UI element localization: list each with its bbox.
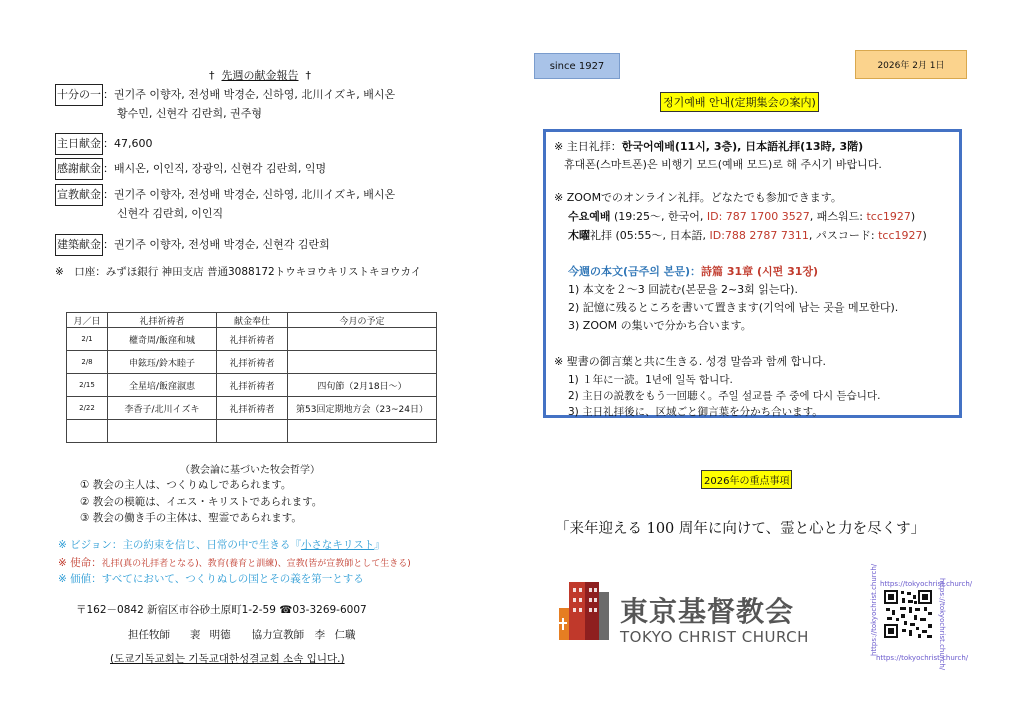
church-building-logo-icon xyxy=(555,578,611,640)
word-life-item: 3) 主日礼拝後に、区域ごと御言葉を分かち合います。 xyxy=(568,406,823,418)
cell-plan xyxy=(288,420,437,443)
vision-label: ※ ビジョン： xyxy=(58,539,123,551)
cell-leader: 申鉉珏/鈴木睦子 xyxy=(108,351,217,374)
philosophy-item: ③ 教会の働き手の主体は、聖霊であられます。 xyxy=(80,512,302,524)
cell-plan xyxy=(288,328,437,351)
thursday-label: 木曜 xyxy=(568,229,590,242)
column-header: 月／日 xyxy=(67,313,108,328)
thursday-password: tcc1927 xyxy=(878,229,923,242)
wednesday-info: (19:25～, 한국어, xyxy=(610,210,707,223)
column-header: 献金奉仕 xyxy=(217,313,288,328)
philosophy-title: （教会論に基づいた牧会哲学） xyxy=(180,465,320,476)
schedule-table xyxy=(66,312,437,443)
offering-row-building xyxy=(55,234,475,256)
thursday-info: (05:55～, 日本語, xyxy=(612,229,710,242)
separator: ： xyxy=(103,188,114,201)
qr-code[interactable] xyxy=(868,563,973,671)
reading-step: 1) 本文を２～3 回読む(본문을 2~3회 읽는다). xyxy=(568,283,798,296)
offering-label: 建築献金 xyxy=(55,234,103,256)
offering-label: 感謝献金 xyxy=(55,158,103,180)
church-address: 〒162－0842 新宿区市谷砂土原町1-2-59 ☎03-3269-6007 xyxy=(76,604,367,616)
offering-row-tithe xyxy=(55,84,475,120)
value-label: ※ 価値： xyxy=(58,573,102,585)
thursday-service-line xyxy=(568,227,927,243)
cell-service: 礼拝祈祷者 xyxy=(217,374,288,397)
offering-names: 권기주 이향자, 전성배 박경순, 신하영, 北川イズキ, 배시온 xyxy=(114,88,396,101)
wednesday-pw-label: , 패스워드: xyxy=(809,210,867,223)
reading-step: 2) 記憶に残るところを書いて置きます(기억에 남는 곳을 메모한다). xyxy=(568,301,899,314)
value-text: すべてにおいて、つくりぬしの国とその義を第一とする xyxy=(101,573,364,585)
logo-name-english: TOKYO CHRIST CHURCH xyxy=(620,628,809,646)
cell-leader: 李香子/北川イズキ xyxy=(108,397,217,420)
separator: ： xyxy=(103,238,114,251)
column-header: 今月の予定 xyxy=(288,313,437,328)
wednesday-zoom-id: ID: 787 1700 3527 xyxy=(706,210,810,223)
separator: ： xyxy=(103,162,114,175)
value-line xyxy=(58,571,364,586)
weekly-text-label: 今週の本文(금주의 본문)： xyxy=(568,265,702,278)
separator: ： xyxy=(103,137,114,150)
paren-close: ) xyxy=(922,229,927,242)
logo-name-japanese: 東京基督教会 xyxy=(620,595,795,628)
qr-url-top: https://tokyochrist.church/ xyxy=(880,580,973,588)
worship-notice-box xyxy=(543,129,962,418)
offering-names: 권기주 이향자, 전성배 박경순, 신현각 김란희 xyxy=(114,238,330,251)
offering-amount: 47,600 xyxy=(114,137,153,150)
philosophy-item: ② 教会の模範は、イエス・キリストであられます。 xyxy=(80,496,323,508)
priority-title: 2026年の重点事項 xyxy=(701,470,792,489)
cell-service: 礼拝祈祷者 xyxy=(217,328,288,351)
wednesday-service-line xyxy=(568,208,915,224)
vision-line xyxy=(58,537,385,552)
affiliation-note: (도쿄기독교회는 기독교대한성결교회 소속 입니다.) xyxy=(110,653,345,665)
cross-icon: † xyxy=(305,69,311,82)
table-row xyxy=(67,420,437,443)
thursday-label-suffix: 礼拝 xyxy=(590,229,612,242)
qr-code-icon xyxy=(868,578,948,671)
cell-service: 礼拝祈祷者 xyxy=(217,397,288,420)
date-badge: 2026年 2月 1日 xyxy=(855,50,967,79)
mission-text: 礼拝(真の礼拝者となる)、教育(養育と訓練)、宣教(皆が宣教師として生きる) xyxy=(101,559,411,569)
table-row xyxy=(67,397,437,420)
offering-names-cont: 황수민, 신현각 김란희, 권주형 xyxy=(117,107,262,120)
yearly-motto: 「来年迎える 100 周年に向けて、霊と心と力を尽くす」 xyxy=(555,521,926,537)
phone-notice: 휴대폰(스마트폰)은 비행기 모드(예배 모드)로 해 주시기 바랍니다. xyxy=(564,158,882,171)
offering-names-cont: 신현각 김란희, 이인직 xyxy=(117,207,224,220)
cell-service: 礼拝祈祷者 xyxy=(217,351,288,374)
offering-label: 主日献金 xyxy=(55,133,103,155)
offering-row-mission xyxy=(55,184,475,220)
cell-date: 2/15 xyxy=(67,374,108,397)
cell-plan: 第53回定期地方会（23~24日） xyxy=(288,397,437,420)
table-row xyxy=(67,351,437,374)
thursday-zoom-id: ID:788 2787 7311 xyxy=(709,229,809,242)
cell-date: 2/8 xyxy=(67,351,108,374)
cell-leader: 全星培/飯窪淑恵 xyxy=(108,374,217,397)
cross-icon: † xyxy=(209,69,215,82)
word-life-title: ※ 聖書の御言葉と共に生きる. 성경 말씀과 함께 합니다. xyxy=(554,355,826,368)
offering-names: 배시온, 이인직, 장광익, 신현각 김란희, 익명 xyxy=(114,162,327,175)
offering-label: 宣教献金 xyxy=(55,184,103,206)
qr-url-left: https://tokyochrist.church/ xyxy=(870,563,878,656)
word-life-item: 1) １年に一読。1년에 일독 합니다. xyxy=(568,374,733,386)
table-row xyxy=(67,374,437,397)
cell-date xyxy=(67,420,108,443)
sunday-worship-line xyxy=(554,138,863,154)
offering-row-sunday xyxy=(55,133,475,155)
reading-step: 3) ZOOM の集いで分かち合います。 xyxy=(568,319,752,332)
cell-leader xyxy=(108,420,217,443)
cell-plan: 四旬節（2月18日～） xyxy=(288,374,437,397)
philosophy-item: ① 教会の主人は、つくりぬしであられます。 xyxy=(80,479,292,491)
notice-title: 정기예배 안내(定期集会の案内) xyxy=(660,92,819,112)
mission-line xyxy=(58,555,411,570)
table-header-row xyxy=(67,313,437,328)
table-row xyxy=(67,328,437,351)
weekly-text-line xyxy=(568,263,818,279)
weekly-text-ref: 詩篇 31章 (시편 31장) xyxy=(701,265,819,278)
qr-url-right: https://tokyochrist.church/ xyxy=(938,578,946,671)
offering-label: 十分の一 xyxy=(55,84,103,106)
cell-date: 2/1 xyxy=(67,328,108,351)
wednesday-password: tcc1927 xyxy=(866,210,911,223)
cell-service xyxy=(217,420,288,443)
since-badge: since 1927 xyxy=(534,53,620,79)
vision-highlight: 小さなキリスト xyxy=(300,539,375,551)
offering-row-thanks xyxy=(55,158,475,180)
offering-title xyxy=(180,67,340,83)
vision-text: 主の約束を信じ、日常の中で生きる『 xyxy=(122,539,301,551)
paren-close: ) xyxy=(910,210,916,223)
cell-date: 2/22 xyxy=(67,397,108,420)
cell-plan xyxy=(288,351,437,374)
mission-label: ※ 使命： xyxy=(58,557,102,569)
sunday-worship-label: ※ 主日礼拝： xyxy=(554,140,622,153)
thursday-pw-label: , パスコード: xyxy=(808,229,879,242)
column-header: 礼拝祈祷者 xyxy=(108,313,217,328)
qr-url-bottom: https://tokyochrist.church/ xyxy=(876,654,969,662)
cell-leader: 權奇周/飯窪和城 xyxy=(108,328,217,351)
offering-title-text: 先週の献金報告 xyxy=(221,69,299,82)
sunday-worship-times: 한국어예배(11시, 3층), 日本語礼拝(13時, 3階) xyxy=(621,140,864,153)
zoom-notice: ※ ZOOMでのオンライン礼拝。どなたでも参加できます。 xyxy=(554,191,842,204)
wednesday-label: 수요예배 xyxy=(568,210,611,223)
bank-account: ※ 口座：みずほ銀行 神田支店 普通3088172トウキヨウキリストキヨウカイ xyxy=(55,266,422,278)
pastors-line: 担任牧師 裵 明德 協力宣教師 李 仁職 xyxy=(128,629,356,641)
vision-end: 』 xyxy=(374,539,385,551)
word-life-item: 2) 主日の説教をもう一回聴く。주일 설교를 주 중에 다시 듣습니다. xyxy=(568,390,881,402)
separator: ： xyxy=(103,88,114,101)
offering-names: 권기주 이향자, 전성배 박경순, 신하영, 北川イズキ, 배시온 xyxy=(114,188,396,201)
